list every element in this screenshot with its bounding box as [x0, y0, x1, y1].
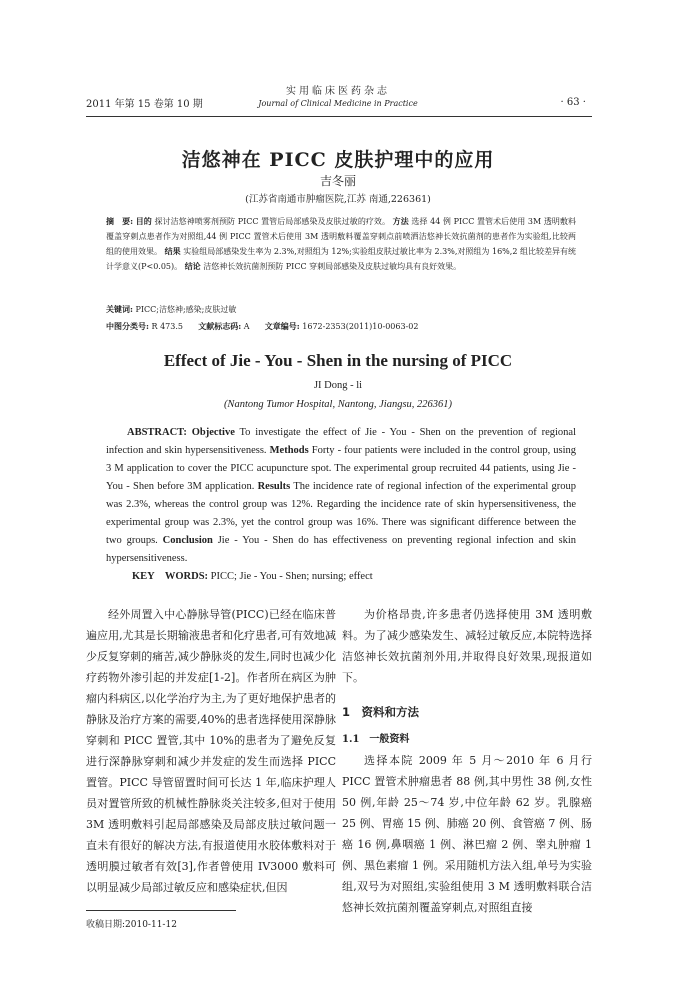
abstract-cn [106, 214, 576, 274]
body-left-column: 经外周置入中心静脉导管(PICC)已经在临床普遍应用,尤其是长期输液患者和化疗患者,可有效地减少反复穿刺的痛苦,减少静脉炎的发生,同时也减少化疗药物外渗引起的并发症[1-2]。作者所在病区为肿瘤内科病区,以化学治疗为主,为了更好地保护患者的静脉及治疗方案的需要,40%的患者选择使用深静脉穿刺和 PICC 置管,其中 10%的患者为了避免反复进行深静脉穿刺和减少并发症的发生而选择 PICC 置管。PICC 导管留置时间可长达 1 年,临床护理人员对置管所致的机械性静脉炎关注较多,但对于使用 3M 透明敷料引起局部感染及局部皮肤过敏问题一直未有很好的解决方法,有报道使用水胶体敷料对于透明膜过敏者有效[3],作者曾使用 IV3000 敷料可以明显减少局部过敏反应和感染症状,但因 [86, 608, 336, 894]
abstract-en [106, 424, 576, 568]
affiliation-en: (Nantong Tumor Hospital, Nantong, Jiangsu, 226361) [223, 399, 453, 410]
abstract-en-methods: Forty - four patients were included in the control group, using 3 M application to cover the PICC acupuncture spot. The experimental group recruited 44 patients, using Jie - You - Shen before 3M application. [106, 445, 577, 492]
article-title-cn: 洁悠神在 PICC 皮肤护理中的应用 [181, 149, 495, 171]
abstract-cn-methods-label: 方法 [392, 216, 409, 226]
section-heading: 1 资料和方法 [342, 705, 420, 719]
clc-value: R 473.5 [151, 322, 183, 331]
article-title-en: Effect of Jie - You - Shen in the nursing of PICC [163, 351, 513, 370]
doccode-label: 文献标志码: [198, 321, 242, 331]
keywords-cn [106, 302, 576, 317]
issue-info: 2011 年第 15 卷第 10 期 [86, 99, 203, 110]
journal-name-en: Journal of Clinical Medicine in Practice [258, 99, 418, 108]
footnote-rule [86, 910, 236, 911]
abstract-en-conclusion-label: Conclusion [162, 535, 213, 546]
header-rule [86, 116, 592, 117]
clc-label: 中图分类号: [106, 321, 149, 331]
abstract-cn-objective: 探讨洁悠神喷雾剂预防 PICC 置管后局部感染及皮肤过敏的疗效。 [154, 217, 391, 226]
classification-line [106, 319, 576, 334]
abstract-en-objective: To investigate the effect of Jie - You - Shen on the prevention of regional infection and skin hypersensitiveness. [106, 427, 576, 456]
abstract-cn-methods: 选择 44 例 PICC 置管术后使用 3M 透明敷料覆盖穿刺点患者作为对照组,44 例 PICC 置管术后使用 3M 透明敷料覆盖穿刺点前喷洒洁悠神长效抗菌剂的患者作为实验组,比较两组的使用效果。 [106, 217, 577, 256]
artno-value: 1672-2353(2011)10-0063-02 [302, 322, 419, 331]
artno-label: 文章编号: [264, 321, 300, 331]
keywords-cn-value: PICC;洁悠神;感染;皮肤过敏 [135, 305, 237, 314]
keywords-en-label: KEY WORDS: [132, 571, 209, 582]
abstract-cn-results: 实验组局部感染发生率为 2.3%,对照组为 12%;实验组皮肤过敏比率为 2.3%,对照组为 16%,2 组比较差异有统计学意义(P<0.05)。 [106, 247, 577, 271]
author-cn: 吉冬丽 [319, 174, 356, 188]
author-en: JI Dong - li [313, 380, 363, 391]
abstract-cn-objective-label: 目的 [135, 216, 152, 226]
keywords-en-value: PICC; Jie - You - Shen; nursing; effect [210, 571, 373, 582]
abstract-cn-label: 摘 要: [106, 216, 134, 226]
body-right-intro: 为价格昂贵,许多患者仍选择使用 3M 透明敷料。为了减少感染发生、减轻过敏反应,本院特选择洁悠神长效抗菌剂外用,并取得良好效果,现报道如下。 [342, 608, 592, 684]
received-date: 收稿日期:2010-11-12 [86, 920, 177, 930]
doccode-value: A [243, 322, 250, 331]
body-right-materials: 选择本院 2009 年 5 月～2010 年 6 月行 PICC 置管术肿瘤患者 88 例,其中男性 38 例,女性 50 例,年龄 25～74 岁,中位年龄 62 岁。乳腺癌 25 例、胃癌 15 例、肺癌 20 例、食管癌 7 例、肠癌 16 例,鼻咽癌 1 例、淋巴瘤 2 例、睾丸肿瘤 1 例、黑色素瘤 1 例。采用随机方法入组,单号为实验组,双号为对照组,实验组使用 3 M 透明敷料联合洁悠神长效抗菌剂覆盖穿刺点,对照组直接 [342, 754, 592, 914]
abstract-en-results-label: Results [257, 481, 291, 492]
body-right-column [342, 604, 592, 918]
subsection-heading: 1.1 一般资料 [342, 734, 410, 745]
abstract-cn-conclusion-label: 结论 [184, 261, 201, 271]
abstract-cn-results-label: 结果 [164, 246, 181, 256]
abstract-en-objective-label: Objective [191, 427, 235, 438]
abstract-en-conclusion: Jie - You - Shen do has effectiveness on preventing regional infection and skin hypersensitiveness. [106, 535, 576, 564]
abstract-en-methods-label: Methods [269, 445, 309, 456]
keywords-en [132, 568, 373, 583]
keywords-cn-label: 关键词: [106, 304, 133, 314]
page-number: · 63 · [560, 97, 586, 108]
abstract-en-results: The incidence rate of regional infection of the experimental group was 2.3%, whereas the control group was 12%. Regarding the incidence rate of skin hypersensitiveness, the experimental group was 2.3%, yet the control group was 16%. There was significant difference between the two groups. [106, 481, 576, 546]
journal-name-cn: 实用临床医药杂志 [286, 86, 390, 97]
abstract-cn-conclusion: 洁悠神长效抗菌剂预防 PICC 穿刺局部感染及皮肤过敏均具有良好效果。 [203, 262, 462, 271]
abstract-en-label: ABSTRACT: [127, 427, 187, 438]
affiliation-cn: (江苏省南通市肿瘤医院,江苏 南通,226361) [245, 194, 431, 205]
